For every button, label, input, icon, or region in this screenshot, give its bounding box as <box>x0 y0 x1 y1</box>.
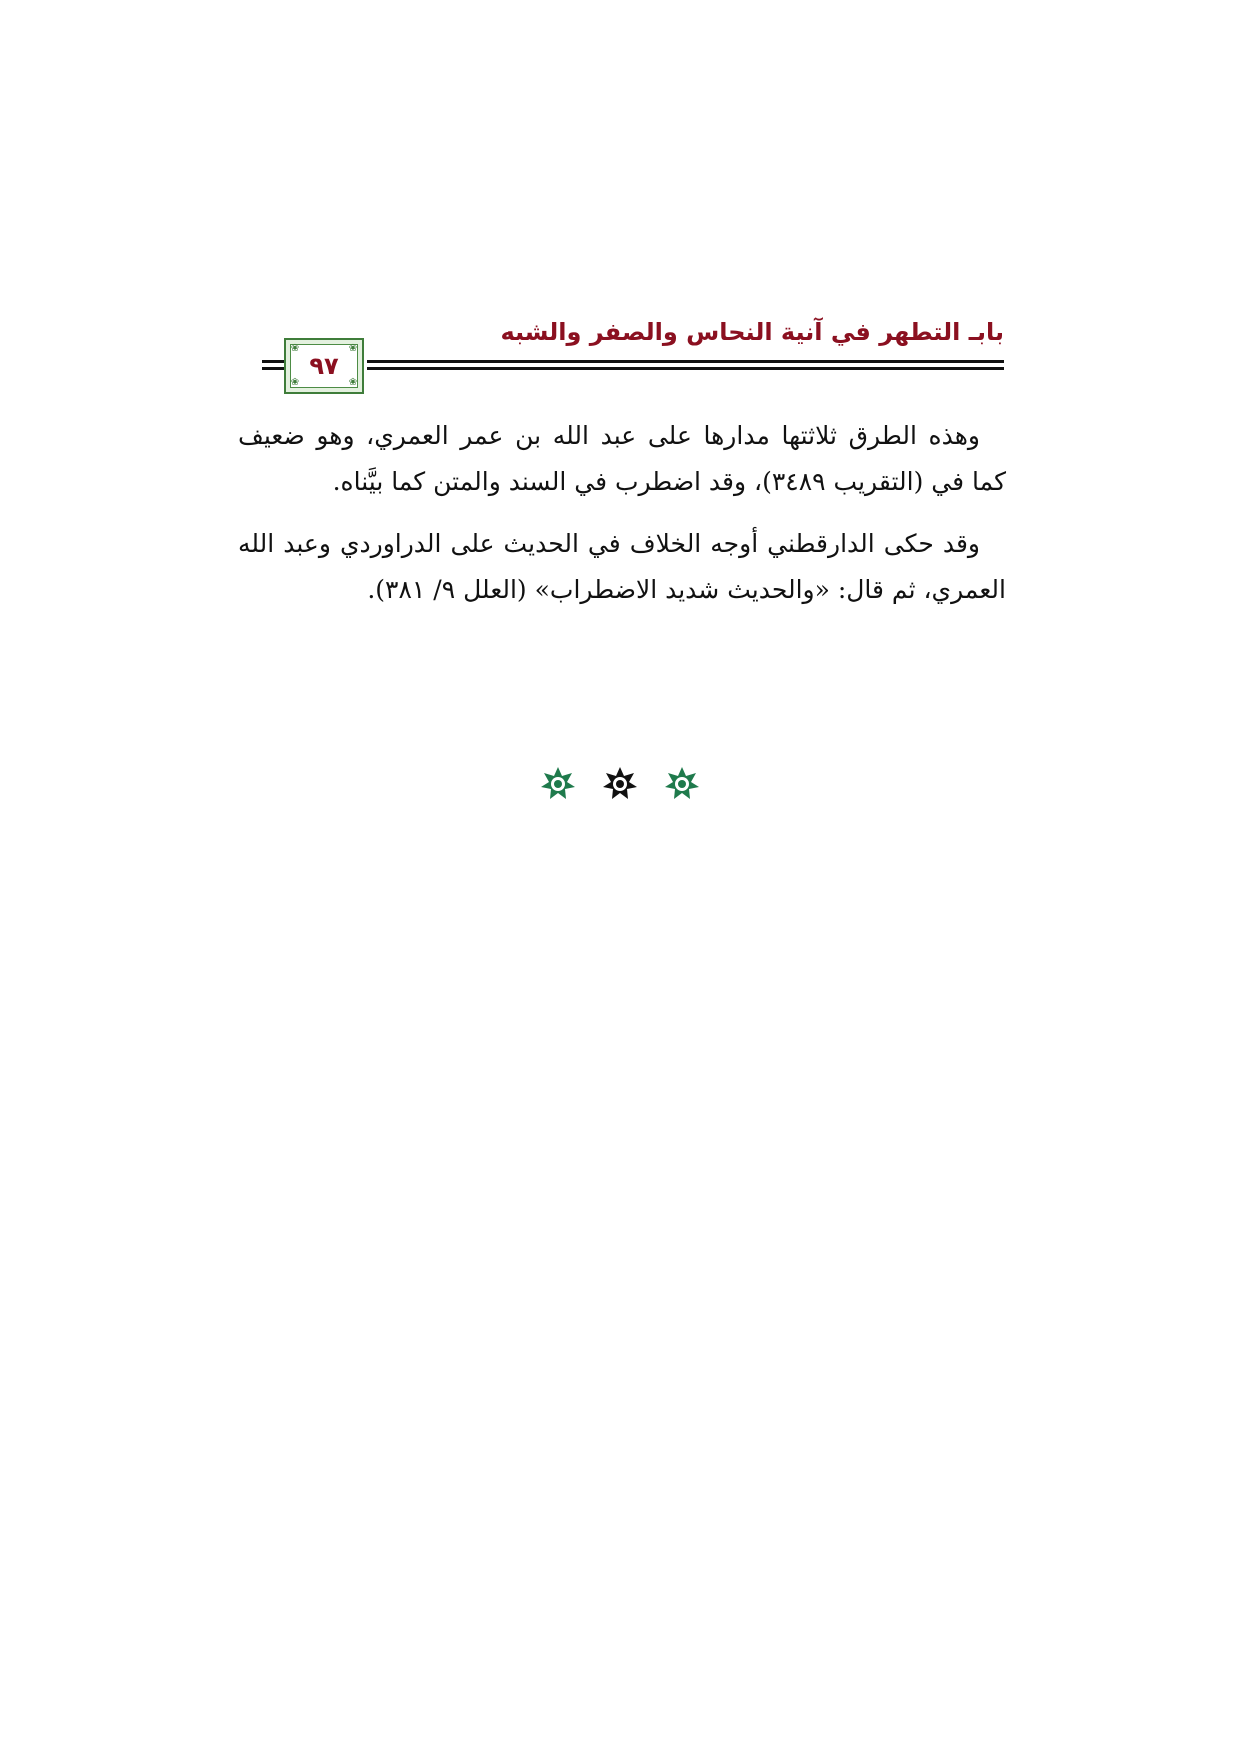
section-separator <box>540 764 700 804</box>
page-number: ٩٧ <box>309 352 339 380</box>
paragraph: وقد حكى الدارقطني أوجه الخلاف في الحديث على الدراوردي وعبد الله العمري، ثم قال: «والحديث شديد الاضطراب» (العلل ٩/ ٣٨١). <box>238 529 1006 604</box>
page-number-frame <box>284 338 364 394</box>
frame-corner-ornament-icon: ❀ <box>290 343 300 354</box>
frame-corner-ornament-icon: ❀ <box>348 343 358 354</box>
frame-corner-ornament-icon: ❀ <box>290 377 300 388</box>
header-rule-left <box>262 360 284 372</box>
star-ornament-icon <box>602 766 638 802</box>
running-header <box>262 310 1004 390</box>
star-ornament-icon <box>664 766 700 802</box>
header-rule-right <box>367 360 1004 372</box>
frame-corner-ornament-icon: ❀ <box>348 377 358 388</box>
body-text <box>238 413 1006 629</box>
paragraph: وهذه الطرق ثلاثتها مدارها على عبد الله بن عمر العمري، وهو ضعيف كما في (التقريب ٣٤٨٩)، وقد اضطرب في السند والمتن كما بيَّناه. <box>238 421 1006 496</box>
chapter-title: بابـ التطهر في آنية النحاس والصفر والشبه <box>500 318 1004 346</box>
star-ornament-icon <box>540 766 576 802</box>
